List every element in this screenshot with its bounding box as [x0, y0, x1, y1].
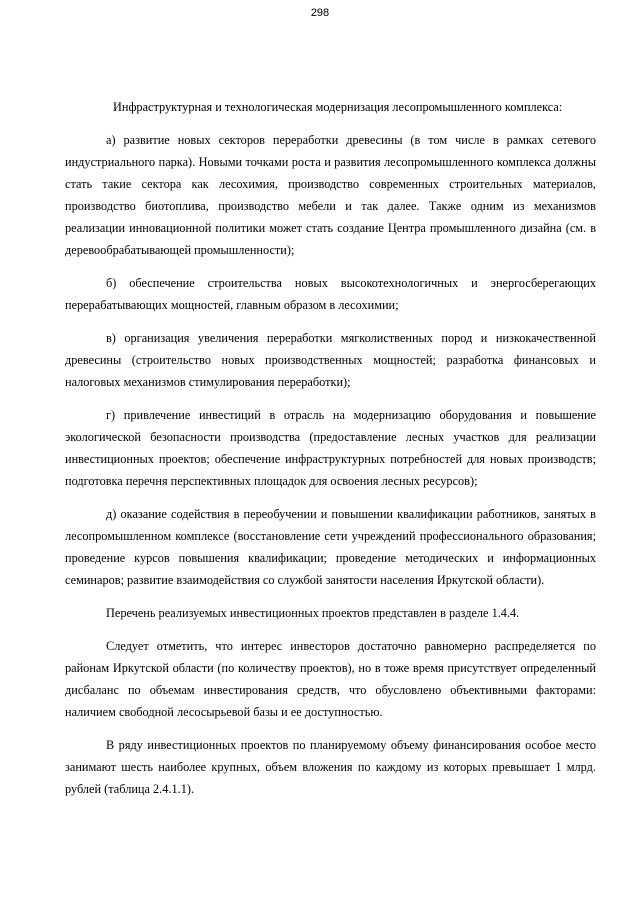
paragraph-v: в) организация увеличения переработки мягколиственных пород и низкокачественной древесины (строительство новых производственных мощностей; разработка финансовых и налоговых механизмов стимулирования переработки);: [65, 331, 596, 389]
paragraph-investor-interest: Следует отметить, что интерес инвесторов достаточно равномерно распределяется по районам Иркутской области (по количеству проектов), но в тоже время присутствует определенный дисбаланс по объемам инвестирования средств, что обусловлено объективными факторами: наличием свободной лесосырьевой базы и ее доступностью.: [65, 639, 596, 719]
paragraph-b: б) обеспечение строительства новых высокотехнологичных и энергосберегающих перерабатывающих мощностей, главным образом в лесохимии;: [65, 276, 596, 312]
section-heading: Инфраструктурная и технологическая модернизация лесопромышленного комплекса:: [113, 100, 563, 114]
document-body: [65, 96, 596, 811]
paragraph-large-projects: В ряду инвестиционных проектов по планируемому объему финансирования особое место занимают шесть наиболее крупных, объем вложения по каждому из которых превышает 1 млрд. рублей (таблица 2.4.1.1).: [65, 738, 596, 796]
paragraph-d: д) оказание содействия в переобучении и повышении квалификации работников, занятых в лесопромышленном комплексе (восстановление сети учреждений профессионального образования; проведение курсов повышения квалификации; проведение методических и информационных семинаров; развитие взаимодействия со службой занятости населения Иркутской области).: [65, 507, 596, 587]
paragraph-projects-list: Перечень реализуемых инвестиционных проектов представлен в разделе 1.4.4.: [106, 606, 520, 620]
page-number: 298: [310, 7, 330, 19]
paragraph-g: г) привлечение инвестиций в отрасль на модернизацию оборудования и повышение экологической безопасности производства (предоставление лесных участков для реализации инвестиционных проектов; обеспечение инфраструктурных потребностей для новых производств; подготовка перечня перспективных площадок для освоения лесных ресурсов);: [65, 408, 596, 488]
paragraph-a: а) развитие новых секторов переработки древесины (в том числе в рамках сетевого индустриального парка). Новыми точками роста и развития лесопромышленного комплекса должны стать такие сектора как лесохимия, производство современных строительных материалов, производство биотоплива, производство мебели и так далее. Также одним из механизмов реализации инновационной политики может стать создание Центра промышленного дизайна (см. в деревообрабатывающей промышленности);: [65, 133, 596, 257]
